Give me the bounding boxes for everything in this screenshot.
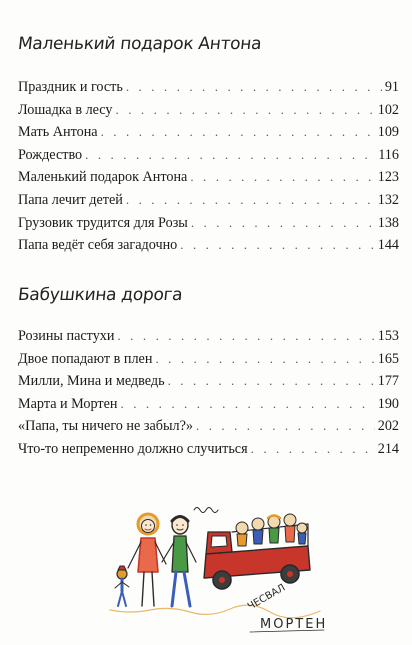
toc-entry-title: Папа ведёт себя загадочно [18, 237, 178, 254]
toc-entry-page: 91 [384, 79, 399, 95]
small-child-figure [115, 566, 129, 606]
toc-entry-page: 123 [377, 169, 399, 186]
truck-passengers [236, 514, 307, 546]
toc-entry-title: Розины пастухи [18, 328, 115, 344]
toc-entry-page: 165 [377, 350, 399, 367]
toc-entry[interactable] [18, 348, 399, 371]
toc-entry-page: 177 [377, 373, 399, 390]
signature-line-1: ЧЕСВАЛ [246, 582, 288, 613]
speech-squiggle [194, 508, 218, 513]
dot-leader [117, 325, 374, 348]
toc-entry-title: Грузовик трудится для Розы [18, 214, 188, 231]
toc-entry-title: Марта и Мортен [18, 395, 118, 412]
toc-entry[interactable] [18, 234, 399, 257]
toc-entry-title: Лошадка в лесу [18, 101, 113, 118]
toc-entry-title: Двое попадают в плен [18, 350, 153, 367]
dot-leader [126, 189, 375, 212]
toc-entry[interactable] [18, 212, 399, 235]
father-figure [162, 516, 196, 606]
toc-entry-title: Что-то непременно должно случиться [18, 440, 248, 457]
dot-leader [191, 212, 375, 235]
section-title: Маленький подарок Антона [16, 34, 263, 54]
toc-entry[interactable] [18, 121, 399, 144]
dot-leader [121, 393, 375, 416]
toc-entry[interactable] [18, 99, 399, 122]
dot-leader [180, 234, 374, 257]
section-title: Бабушкина дорога [16, 285, 184, 305]
toc-entry-title: «Папа, ты ничего не забыл?» [18, 418, 193, 435]
toc-entry[interactable] [18, 166, 399, 189]
mother-figure [128, 514, 166, 606]
toc-entry-page: 144 [377, 237, 399, 254]
dot-leader [251, 438, 375, 461]
toc-entry-title: Милли, Мина и медведь [18, 373, 165, 390]
toc-entry-title: Мать Антона [18, 124, 98, 141]
toc-entry-page: 214 [377, 440, 399, 457]
dot-leader [101, 121, 375, 144]
toc-entry-page: 202 [377, 418, 399, 435]
toc-entry-page: 132 [377, 191, 399, 208]
toc-entry-title: Рождество [18, 146, 83, 163]
toc-entry-title: Папа лечит детей [18, 191, 123, 208]
dot-leader [116, 99, 375, 122]
dot-leader [168, 370, 375, 393]
toc-list-section-2 [18, 325, 399, 461]
toc-entry[interactable] [18, 393, 399, 416]
toc-entry-page: 102 [377, 101, 399, 118]
toc-entry-page: 153 [377, 328, 399, 344]
toc-entry[interactable] [18, 144, 399, 167]
toc-entry-title: Праздник и гость [18, 79, 123, 95]
toc-entry-page: 109 [377, 124, 399, 141]
toc-entry-page: 190 [377, 395, 399, 412]
toc-entry[interactable] [18, 370, 399, 393]
dot-leader [126, 76, 382, 99]
dot-leader [85, 144, 375, 167]
ground-scribble [110, 605, 320, 618]
child-drawing-illustration [100, 488, 330, 638]
toc-entry[interactable] [18, 415, 399, 438]
toc-entry-title: Маленький подарок Антона [18, 169, 188, 186]
artist-signature [246, 582, 327, 632]
toc-entry[interactable] [18, 438, 399, 461]
dot-leader [190, 166, 374, 189]
dot-leader [155, 348, 374, 371]
toc-entry-page: 138 [377, 214, 399, 231]
toc-entry[interactable] [18, 189, 399, 212]
toc-entry[interactable] [18, 325, 399, 348]
toc-entry[interactable] [18, 76, 399, 99]
dot-leader [196, 415, 375, 438]
toc-list-section-1 [18, 76, 399, 257]
toc-entry-page: 116 [378, 146, 399, 163]
signature-line-2: МОРТЕН [260, 617, 328, 632]
